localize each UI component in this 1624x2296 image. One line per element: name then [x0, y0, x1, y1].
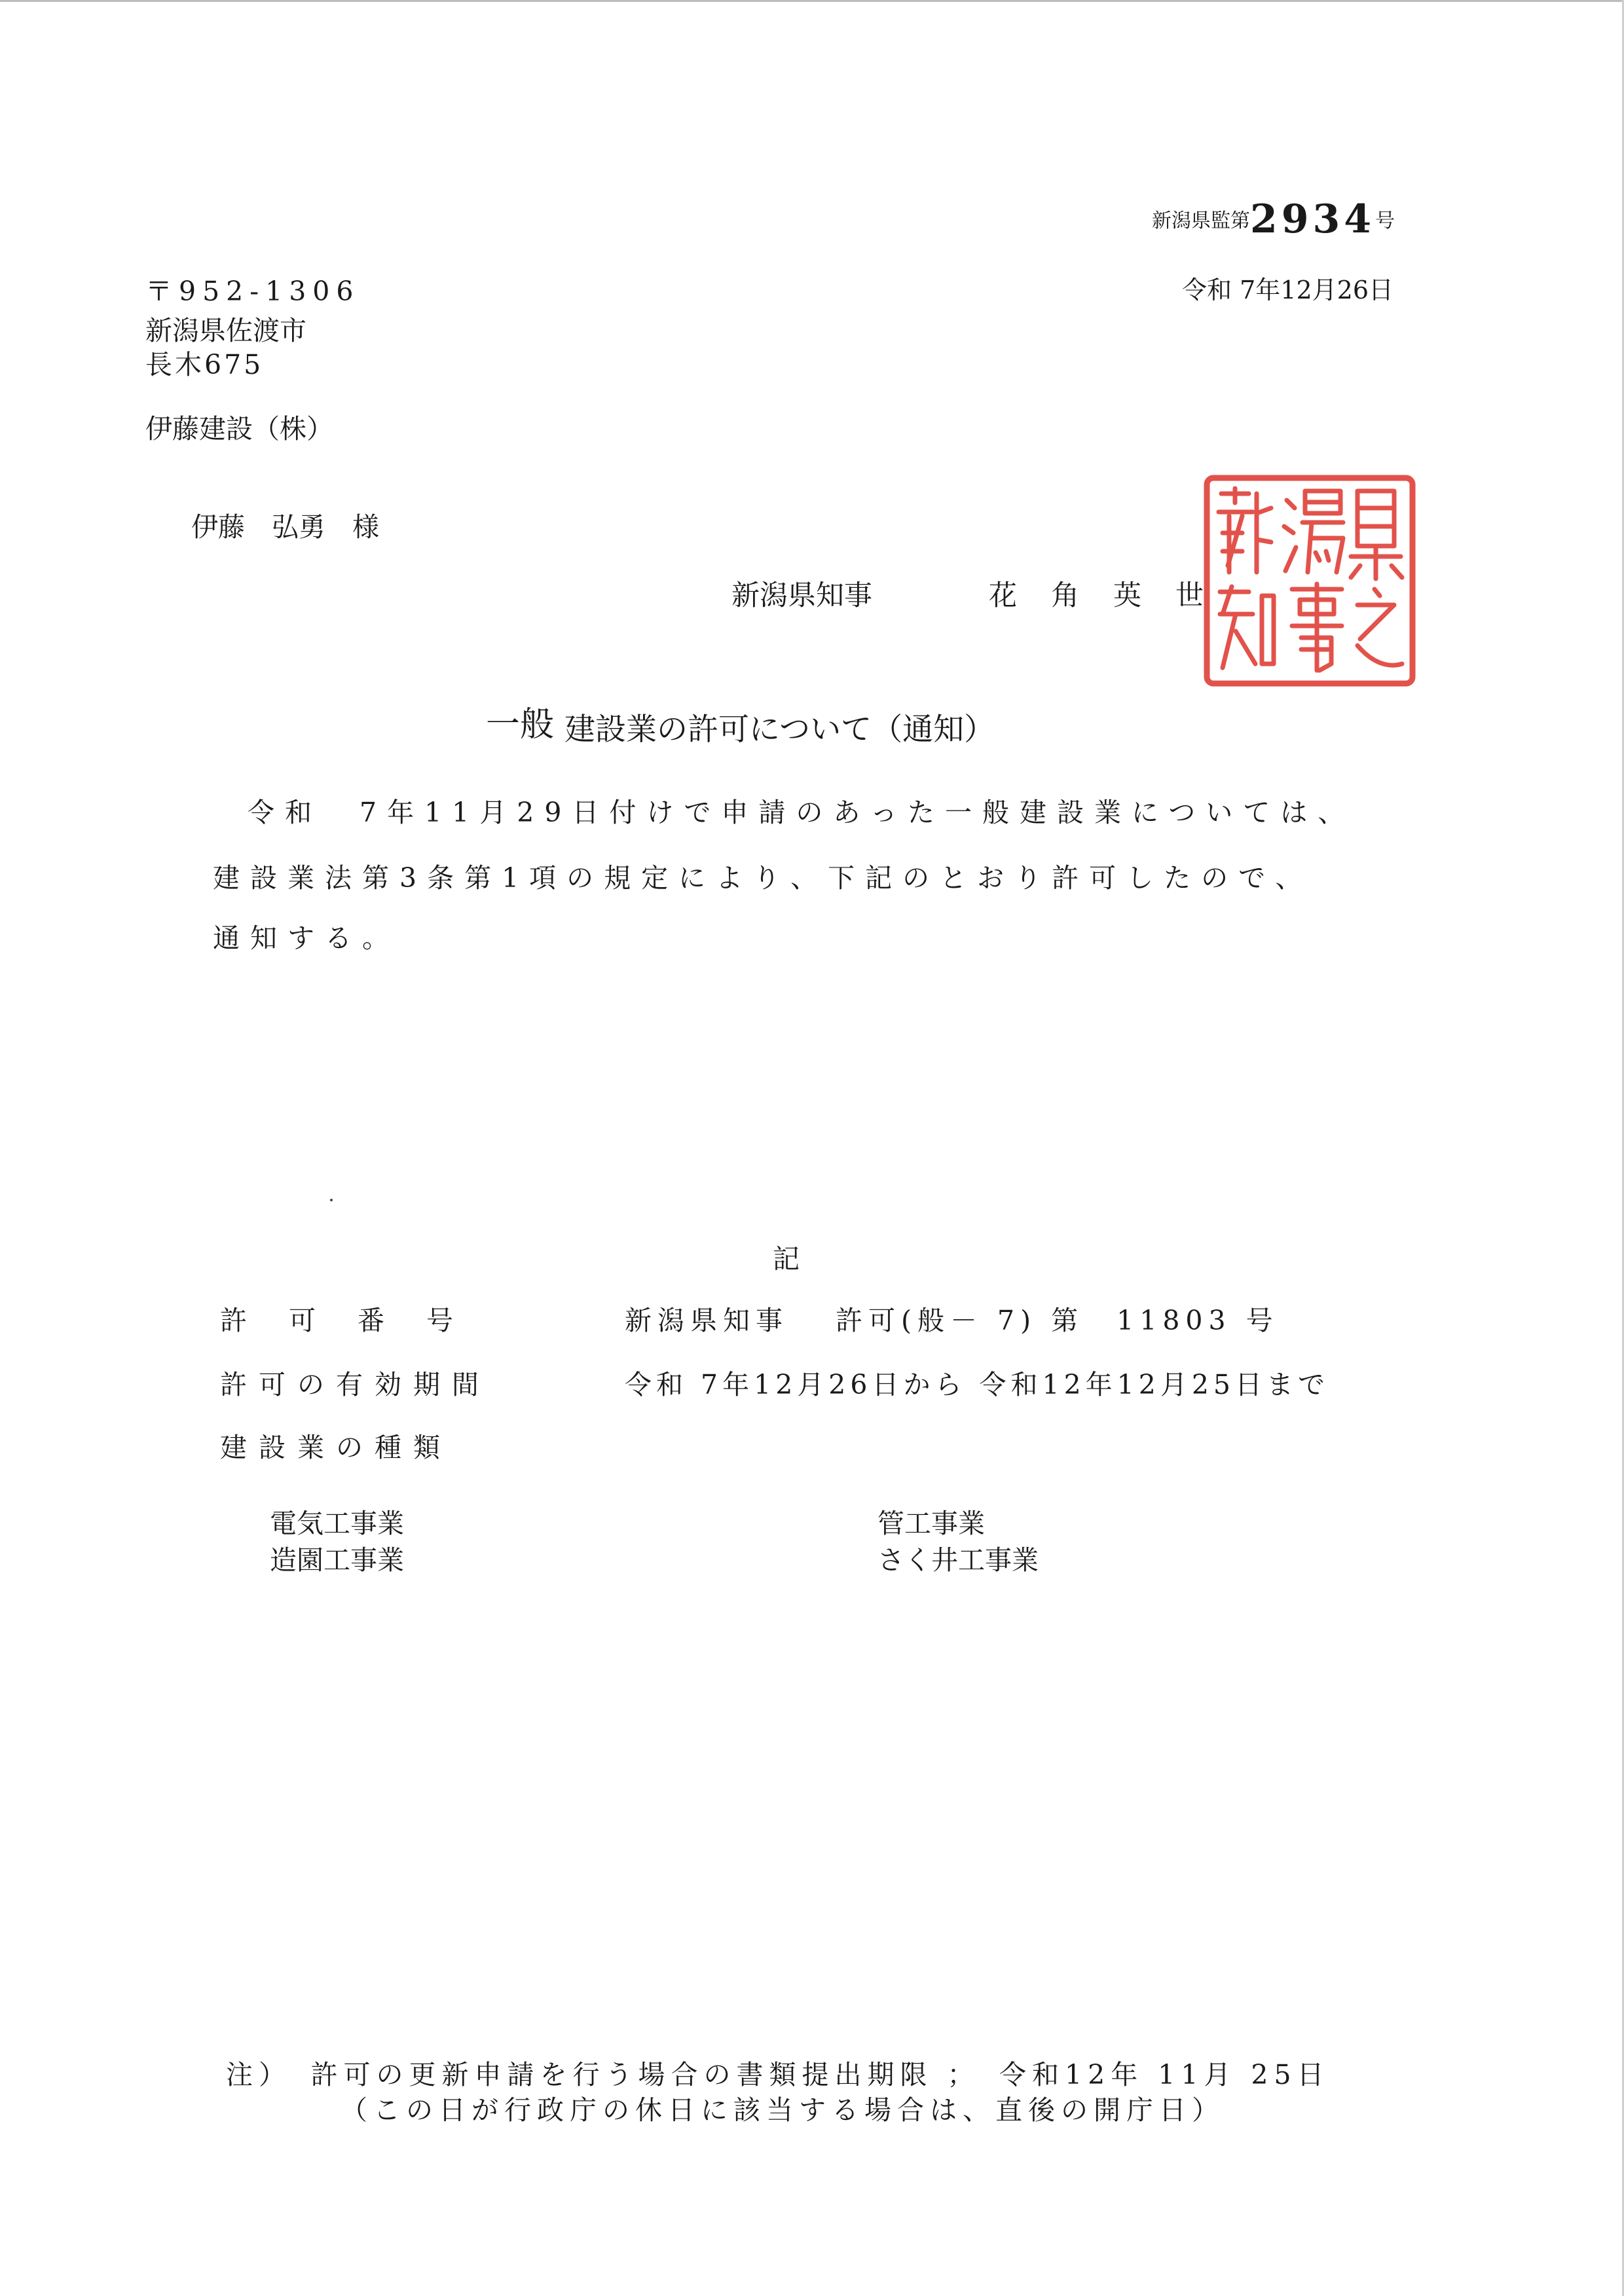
postal-code: 〒952-1306: [145, 276, 360, 307]
issuer-name: 花角英世: [989, 579, 1238, 612]
document-title: [486, 697, 995, 749]
renewal-note: 注） 許可の更新申請を行う場合の書類提出期限 ； 令和12年 11月 25日: [226, 2059, 1330, 2090]
address-line-1: 新潟県佐渡市: [145, 315, 306, 346]
renewal-note-detail: （この日が行政庁の休日に該当する場合は、直後の開庁日）: [341, 2094, 1225, 2126]
address-line-2: 長木675: [145, 349, 264, 380]
ki-heading: 記: [773, 1243, 800, 1275]
document-number-value: 2934: [1250, 196, 1375, 242]
official-seal: [1203, 474, 1416, 687]
permit-number-label: 許可番号: [220, 1305, 495, 1336]
issue-date: 令和 7年12月26日: [1182, 276, 1393, 304]
construction-type: 管工事業: [877, 1508, 985, 1539]
validity-label: 許可の有効期間: [220, 1369, 490, 1400]
recipient-name: 伊藤 弘勇 様: [191, 511, 379, 543]
permit-number-value: 新潟県知事 許可(般－ 7) 第 11803 号: [625, 1305, 1279, 1336]
body-line-3: 通知する。: [213, 922, 399, 954]
construction-type: さく井工事業: [877, 1544, 1039, 1576]
recipient-company: 伊藤建設（株）: [145, 413, 333, 445]
construction-type: 造園工事業: [270, 1544, 404, 1576]
title-main: 建設業の許可について（通知）: [564, 712, 995, 748]
types-label: 建設業の種類: [220, 1432, 452, 1463]
document-number-prefix: 新潟県監第: [1152, 210, 1250, 232]
scan-speck: [330, 1199, 333, 1201]
issuer-title: 新潟県知事: [731, 579, 872, 612]
body-line-2: 建設業法第3条第1項の規定により、下記のとおり許可したので、: [213, 862, 1313, 894]
validity-value: 令和 7年12月26日から 令和12年12月25日まで: [625, 1369, 1330, 1400]
title-prefix: 一般: [486, 705, 555, 744]
document-number: [1152, 196, 1395, 242]
scan-edge-top: [0, 0, 1624, 2]
construction-type: 電気工事業: [270, 1508, 404, 1539]
body-line-1: 令和 7年11月29日付けで申請のあった一般建設業については、: [248, 797, 1356, 828]
document-number-suffix: 号: [1375, 210, 1395, 232]
